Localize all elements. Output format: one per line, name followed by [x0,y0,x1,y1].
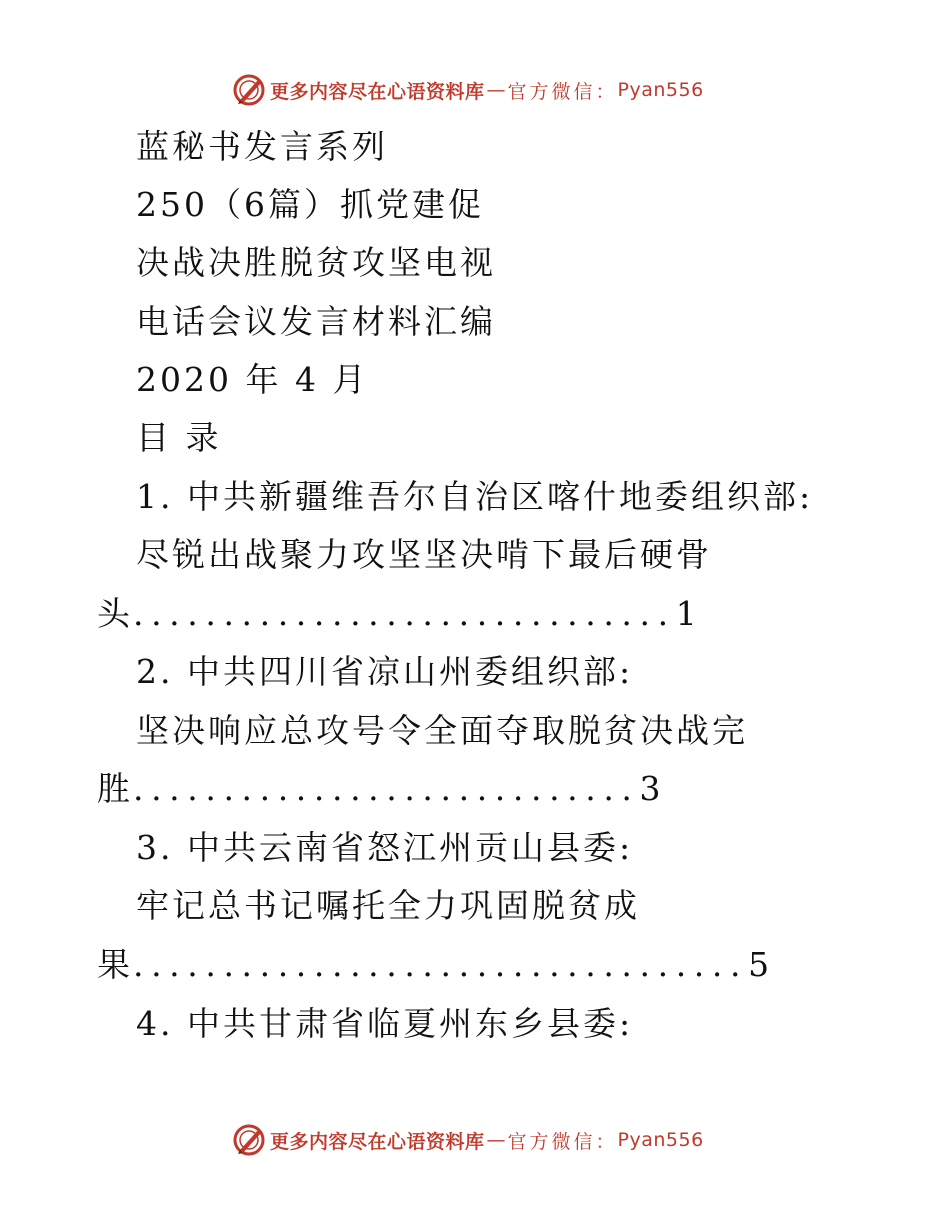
toc-entry-3-org: 3. 中共云南省怒江州贡山县委: [136,828,634,867]
toc-entry-1-org: 1. 中共新疆维吾尔自治区喀什地委组织部: [136,477,814,516]
watermark-wechat-id: Pyan556 [617,79,704,101]
watermark-wechat-id: Pyan556 [617,1129,704,1151]
watermark-official-label: 官方微信： [507,80,618,103]
pen-seal-icon [232,1123,266,1157]
toc-entry-2-dots: ............................ [133,769,640,808]
series-title: 蓝秘书发言系列 [136,127,388,166]
toc-entry-2-title: 坚决响应总攻号令全面夺取脱贫决战完 [136,711,748,750]
watermark-main-text: 更多内容尽在心语资料库 [270,80,485,103]
toc-entry-4-org: 4. 中共甘肃省临夏州东乡县委: [136,1004,634,1043]
toc-entry-3-page: 5 [748,945,770,984]
toc-entry-3-title: 牢记总书记嘱托全力巩固脱贫成 [136,886,640,925]
toc-entry-3-title-tail: 果 [97,945,133,984]
toc-entry-1-page: 1 [675,594,697,633]
document-title-line-1: 250（6篇）抓党建促 [136,185,484,224]
toc-entry-1-dots: .............................. [133,594,676,633]
toc-entry-1-title-tail: 头 [97,594,133,633]
document-title-line-2: 决战决胜脱贫攻坚电视 [136,243,496,282]
watermark-dash: — [486,79,506,101]
toc-entry-2-org: 2. 中共四川省凉山州委组织部: [136,652,634,691]
toc-entry-2-page: 3 [639,769,661,808]
toc-entry-2-title-tail: 胜 [97,769,133,808]
watermark-official-label: 官方微信： [507,1130,618,1153]
toc-entry-1-title: 尽锐出战聚力攻坚坚决啃下最后硬骨 [136,535,712,574]
toc-heading: 目 录 [136,418,222,457]
toc-entry-2-leader[interactable] [97,769,661,809]
header-watermark [232,72,712,108]
footer-watermark [232,1122,712,1158]
toc-entry-1-leader[interactable] [97,594,697,634]
document-title-line-3: 电话会议发言材料汇编 [136,302,496,341]
document-date: 2020 年 4 月 [136,360,369,399]
toc-entry-3-dots: .................................. [133,945,749,984]
toc-entry-3-leader[interactable] [97,945,769,985]
pen-seal-icon [232,73,266,107]
watermark-dash: — [486,1129,506,1151]
watermark-main-text: 更多内容尽在心语资料库 [270,1130,485,1153]
